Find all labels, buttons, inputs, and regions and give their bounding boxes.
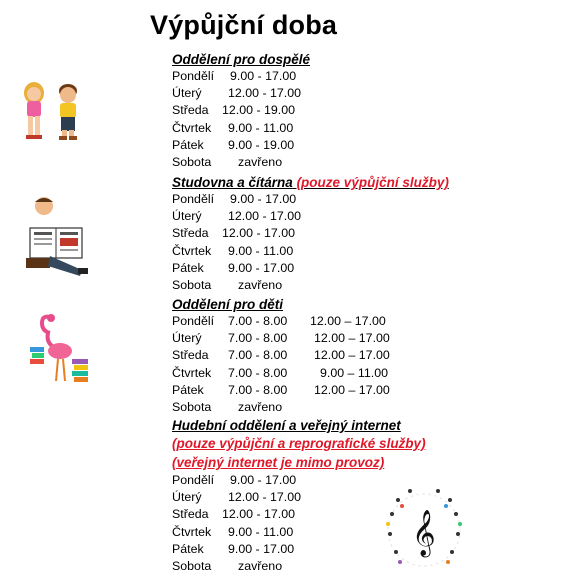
hours-row: [172, 208, 449, 225]
hours-row: [172, 191, 449, 208]
section-adults: [172, 51, 310, 171]
hours-value: 9.00 - 19.00: [228, 137, 295, 152]
treble-clef-illustration: [378, 484, 470, 574]
hours-value: 9.00 - 17.00: [228, 260, 295, 275]
day-label: Čtvrtek: [172, 365, 212, 380]
section-heading: Hudební oddělení a veřejný internet: [172, 418, 401, 433]
kids-illustration: [16, 80, 88, 142]
hours-row: [172, 120, 310, 137]
day-label: Sobota: [172, 277, 212, 292]
hours-value-afternoon: 12.00 – 17.00: [314, 331, 390, 346]
section-heading: [172, 174, 449, 191]
hours-value-afternoon: 9.00 – 11.00: [320, 365, 388, 380]
day-label: Úterý: [172, 209, 202, 224]
section-note: (pouze výpůjční a reprografické služby): [172, 436, 426, 451]
section-heading-note: (pouze výpůjční služby): [296, 175, 449, 190]
day-label: Úterý: [172, 490, 202, 505]
hours-value: 9.00 - 17.00: [230, 473, 297, 487]
hours-value: 9.00 - 11.00: [228, 524, 294, 539]
day-label: Středa: [172, 507, 209, 522]
day-label: Úterý: [172, 86, 202, 101]
hours-row: [172, 365, 388, 382]
day-label: Čtvrtek: [172, 120, 212, 135]
hours-row: [172, 225, 449, 242]
section-note: (veřejný internet je mimo provoz): [172, 455, 385, 470]
hours-value: zavřeno: [238, 277, 283, 292]
section-children: [172, 296, 390, 416]
hours-value: 12.00 - 17.00: [228, 490, 302, 505]
hours-value-morning: 7.00 - 8.00: [228, 331, 288, 346]
section-heading: Oddělení pro dospělé: [172, 52, 311, 67]
hours-row: [172, 347, 390, 364]
day-label: Čtvrtek: [172, 243, 212, 258]
day-label: Pondělí: [172, 314, 215, 328]
hours-row: [172, 399, 283, 416]
day-label: Středa: [172, 226, 209, 241]
day-label: Pondělí: [172, 473, 215, 487]
hours-value: 9.00 - 11.00: [228, 243, 294, 258]
day-label: Pátek: [172, 382, 204, 397]
day-label: Středa: [172, 348, 209, 363]
svg-text:𝄞: 𝄞: [412, 510, 436, 556]
newspaper-reader-illustration: [22, 194, 92, 280]
hours-value-afternoon: 12.00 – 17.00: [310, 314, 386, 328]
day-label: Sobota: [172, 399, 212, 414]
hours-row: [172, 277, 449, 294]
section-reading-room: [172, 174, 449, 294]
page-title: Výpůjční doba: [150, 10, 338, 40]
hours-value: 12.00 - 17.00: [228, 209, 302, 224]
day-label: Úterý: [172, 331, 202, 346]
hours-value-morning: 7.00 - 8.00: [228, 382, 288, 397]
day-label: Čtvrtek: [172, 524, 212, 539]
hours-value: 12.00 - 19.00: [222, 103, 296, 118]
hours-row: [172, 260, 449, 277]
day-label: Pátek: [172, 541, 204, 556]
hours-value: zavřeno: [238, 154, 283, 169]
hours-row: [172, 313, 386, 330]
hours-value: 9.00 - 17.00: [228, 541, 295, 556]
day-label: Pondělí: [172, 69, 215, 83]
hours-row: [172, 68, 310, 85]
hours-value-morning: 7.00 - 8.00: [228, 365, 288, 380]
hours-value: zavřeno: [238, 399, 283, 414]
hours-row: [172, 154, 310, 171]
day-label: Sobota: [172, 558, 212, 573]
hours-row: [172, 382, 390, 399]
hours-row: [172, 85, 310, 102]
day-label: Středa: [172, 103, 209, 118]
hours-row: [172, 243, 449, 260]
hours-value-afternoon: 12.00 – 17.00: [314, 348, 390, 363]
hours-row: [172, 137, 310, 154]
hours-value-afternoon: 12.00 – 17.00: [314, 382, 390, 397]
hours-value-morning: 7.00 - 8.00: [228, 348, 288, 363]
hours-value: zavřeno: [238, 558, 283, 573]
hours-value: 9.00 - 11.00: [228, 120, 294, 135]
section-heading: Oddělení pro děti: [172, 297, 284, 312]
day-label: Pondělí: [172, 192, 215, 206]
day-label: Pátek: [172, 260, 204, 275]
hours-value: 12.00 - 17.00: [228, 86, 302, 101]
flamingo-books-illustration: [28, 313, 98, 385]
hours-row: [172, 102, 310, 119]
section-heading-text: Studovna a čítárna: [172, 175, 293, 190]
hours-row: [172, 330, 390, 347]
day-label: Sobota: [172, 154, 212, 169]
hours-value: 9.00 - 17.00: [230, 192, 297, 206]
hours-value-morning: 7.00 - 8.00: [228, 314, 288, 328]
day-label: Pátek: [172, 137, 204, 152]
hours-value: 12.00 - 17.00: [222, 226, 296, 241]
hours-value: 12.00 - 17.00: [222, 507, 296, 522]
hours-value: 9.00 - 17.00: [230, 69, 297, 83]
